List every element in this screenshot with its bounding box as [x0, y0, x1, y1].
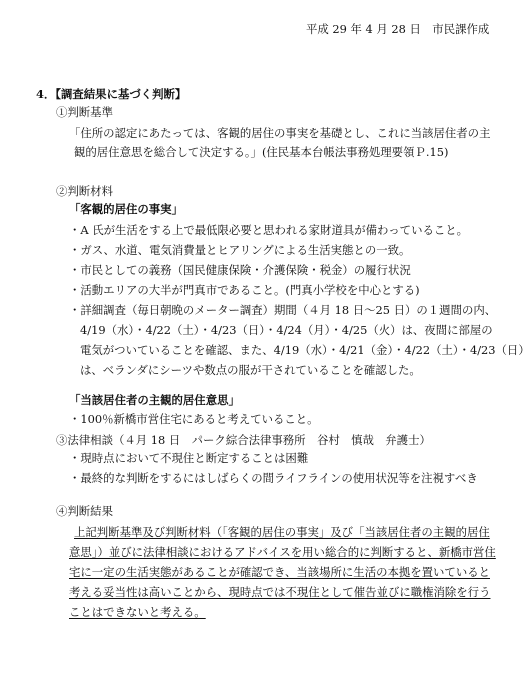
materials-heading: ②判断材料 [56, 184, 113, 198]
result-line: 宅に一定の生活実態があることが確認でき、当該場所に生活の本拠を置いていると [69, 565, 490, 579]
objective-bullet: ・市民としての義務（国民健康保険・介護保険・税金）の履行状況 [69, 263, 411, 277]
objective-detail-line: 4/19（水）・4/22（土）・4/23（日）・4/24（月）・4/25（火）は、夜間に部屋の [80, 323, 493, 337]
result-line: ことはできないと考える。 [69, 605, 206, 619]
result-heading: ④判断結果 [56, 504, 113, 518]
criteria-quote-line: 観的居住意思を総合して決定する。」(住民基本台帳法事務処理要領Ｐ.15) [74, 145, 449, 159]
section-title: 4．【調査結果に基づく判断】 [36, 87, 187, 101]
objective-bullet: ・ガス、水道、電気消費量とヒアリングによる生活実態との一致。 [69, 243, 411, 257]
criteria-heading: ①判断基準 [56, 105, 113, 119]
result-line: 上記判断基準及び判断材料（「客観的居住の事実」及び「当該居住者の主観的居住 [74, 525, 490, 539]
result-line: 意思」）並びに法律相談におけるアドバイスを用い総合的に判断すると、新橋市営住 [69, 545, 496, 559]
legal-heading: ③法律相談（４月 18 日 パーク綜合法律事務所 谷村 慎哉 弁護士） [56, 433, 431, 447]
objective-detail-line: 電気がついていることを確認、また、4/19（水）・4/21（金）・4/22（土）・4/23（日） [80, 343, 530, 357]
subjective-bullet: ・100％新橋市営住宅にあると考えていること。 [69, 412, 319, 426]
objective-detail-line: は、ベランダにシーツや数点の服が干されていることを確認した。 [80, 363, 421, 377]
legal-bullet: ・最終的な判断をするにはしばらくの間ライフラインの使用状況等を注視すべき [69, 471, 478, 485]
header-date-department: 平成 29 年 4 月 28 日 市民課作成 [306, 22, 490, 36]
result-line: 考える妥当性は高いことから、現時点では不現住として催告並びに職権消除を行う [69, 585, 491, 599]
objective-bullet: ・活動エリアの大半が門真市であること。(門真小学校を中心とする) [69, 283, 420, 297]
objective-bullet: ・詳細調査（毎日朝晩のメーター調査）期間（４月 18 日～25 日）の１週間の内、 [69, 303, 497, 317]
objective-fact-title: 「客観的居住の事実」 [69, 202, 183, 216]
legal-bullet: ・現時点において不現住と断定することは困難 [69, 451, 309, 465]
criteria-quote-line: 「住所の認定にあたっては、客観的居住の事実を基礎とし、これに当該居住者の主 [69, 126, 491, 140]
objective-bullet: ・A 氏が生活をする上で最低限必要と思われる家財道具が備わっていること。 [69, 223, 469, 237]
subjective-intent-title: 「当該居住者の主観的居住意思」 [69, 393, 240, 407]
